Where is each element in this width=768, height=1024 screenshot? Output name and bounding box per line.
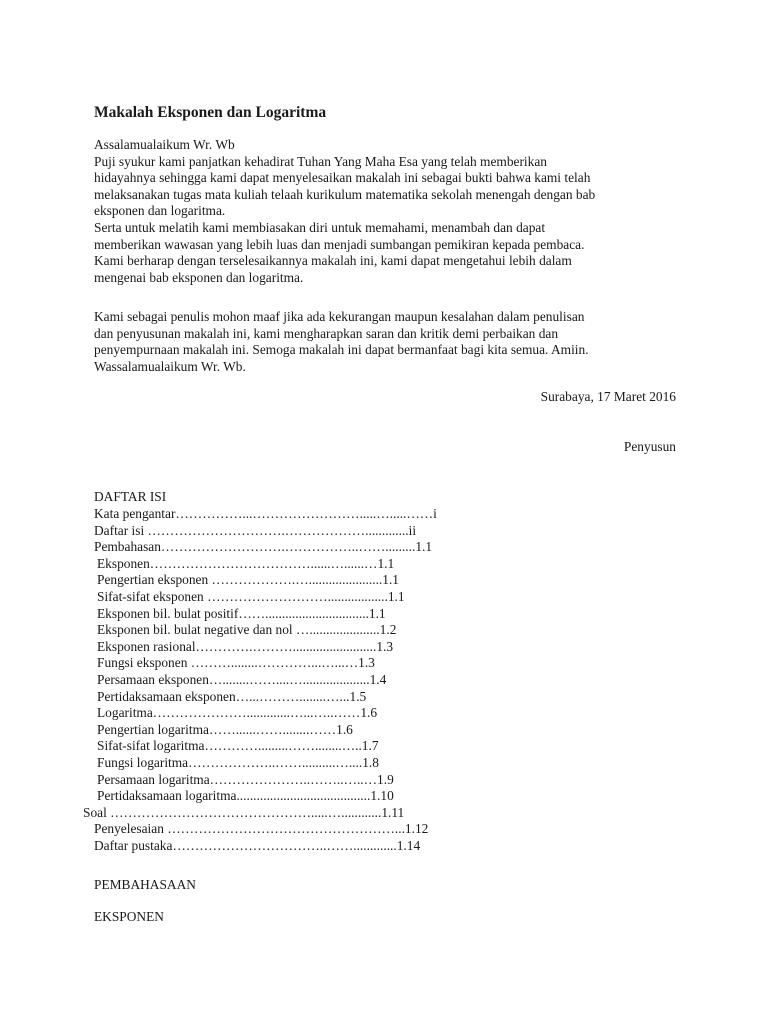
toc-entry: Soal ……………………………………….....…............1.11 (83, 804, 405, 820)
toc-entry: Eksponen rasional………….……….........................1.3 (97, 638, 394, 654)
closing-line: Kami sebagai penulis mohon maaf jika ada kekurangan maupun kesalahan dalam penulisan (94, 309, 585, 324)
closing-line: dan penyusunan makalah ini, kami mengharapkan saran dan kritik demi perbaikan dan (94, 325, 559, 341)
closing-paragraph (94, 309, 589, 375)
toc-entry: Pertidaksamaan eksponen…...………........…...1.5 (97, 688, 367, 704)
intro-line: Assalamualaikum Wr. Wb (94, 137, 235, 152)
toc-entry: Pengertian eksponen ……………….…......................1.1 (97, 572, 400, 588)
closing-line: Wassalamualaikum Wr. Wb. (94, 358, 246, 374)
section-heading-pembahasan: PEMBAHASAAN (94, 877, 196, 892)
toc-entry: Eksponen………………………………......…......…1.1 (97, 555, 395, 571)
signer-line: Penyusun (623, 439, 676, 454)
intro-line: Serta untuk melatih kami membiasakan diri untuk memahami, menambah dan dapat (94, 219, 546, 235)
table-of-contents (83, 506, 437, 854)
toc-entry: Daftar isi ………………………….……………….............ii (94, 522, 417, 538)
toc-entry: Pengertian logaritma……......……........……1.6 (97, 721, 353, 737)
toc-entry: Daftar pustaka……………………………..…….............1.14 (94, 837, 421, 853)
toc-entry: Persamaan logaritma…………………..……..…..…1.9 (97, 771, 394, 787)
date-line: Surabaya, 17 Maret 2016 (540, 389, 676, 404)
intro-line: mengenai bab eksponen dan logaritma. (94, 269, 304, 285)
toc-entry: Kata pengantar……………...…………………….....….....……i (94, 506, 437, 521)
toc-entry: Eksponen bil. bulat negative dan nol ….....................1.2 (97, 622, 397, 638)
intro-line: Kami berharap dengan terselesaikannya makalah ini, kami dapat mengetahui lebih dalam (94, 253, 572, 269)
toc-entry: Sifat-sifat logaritma………….........……........…..1.7 (97, 738, 379, 754)
toc-entry: Eksponen bil. bulat positif……...............................1.1 (97, 605, 386, 621)
toc-entry: Fungsi eksponen ………........…………...…...…1.3 (97, 655, 375, 671)
toc-entry: Sifat-sifat eksponen ………………………..................1.1 (97, 588, 405, 604)
document-title: Makalah Eksponen dan Logaritma (94, 104, 327, 121)
toc-heading: DAFTAR ISI (94, 489, 167, 504)
closing-line: penyempurnaan makalah ini. Semoga makalah ini dapat bermanfaat bagi kita semua. Amiin. (94, 342, 589, 358)
toc-entry: Logaritma………………….............…...…..……1.6 (97, 705, 378, 721)
intro-line: eksponen dan logaritma. (94, 203, 226, 219)
section-heading-eksponen: EKSPONEN (94, 909, 164, 924)
toc-entry: Persamaan eksponen…........……....…....................1.4 (97, 671, 387, 687)
intro-paragraph (94, 137, 595, 286)
intro-line: melaksanakan tugas mata kuliah telaah kurikulum matematika sekolah menengah dengan bab (94, 186, 596, 202)
intro-line: hidayahnya sehingga kami dapat menyelesaikan makalah ini sebagai bukti bahwa kami telah (94, 170, 591, 186)
toc-entry: Pertidaksamaan logaritma........................................1.10 (97, 788, 394, 804)
toc-entry: Fungsi logaritma………………..……..........…....1.8 (97, 754, 379, 770)
intro-line: Puji syukur kami panjatkan kehadirat Tuhan Yang Maha Esa yang telah memberikan (94, 153, 547, 169)
intro-line: memberikan wawasan yang lebih luas dan menjadi sumbangan pemikiran kepada pembaca. (94, 236, 585, 252)
toc-entry: Penyelesaian ……………………………………………...1.12 (94, 821, 429, 837)
toc-entry: Pembahasan……………………….……………..…….........1.1 (94, 539, 433, 555)
